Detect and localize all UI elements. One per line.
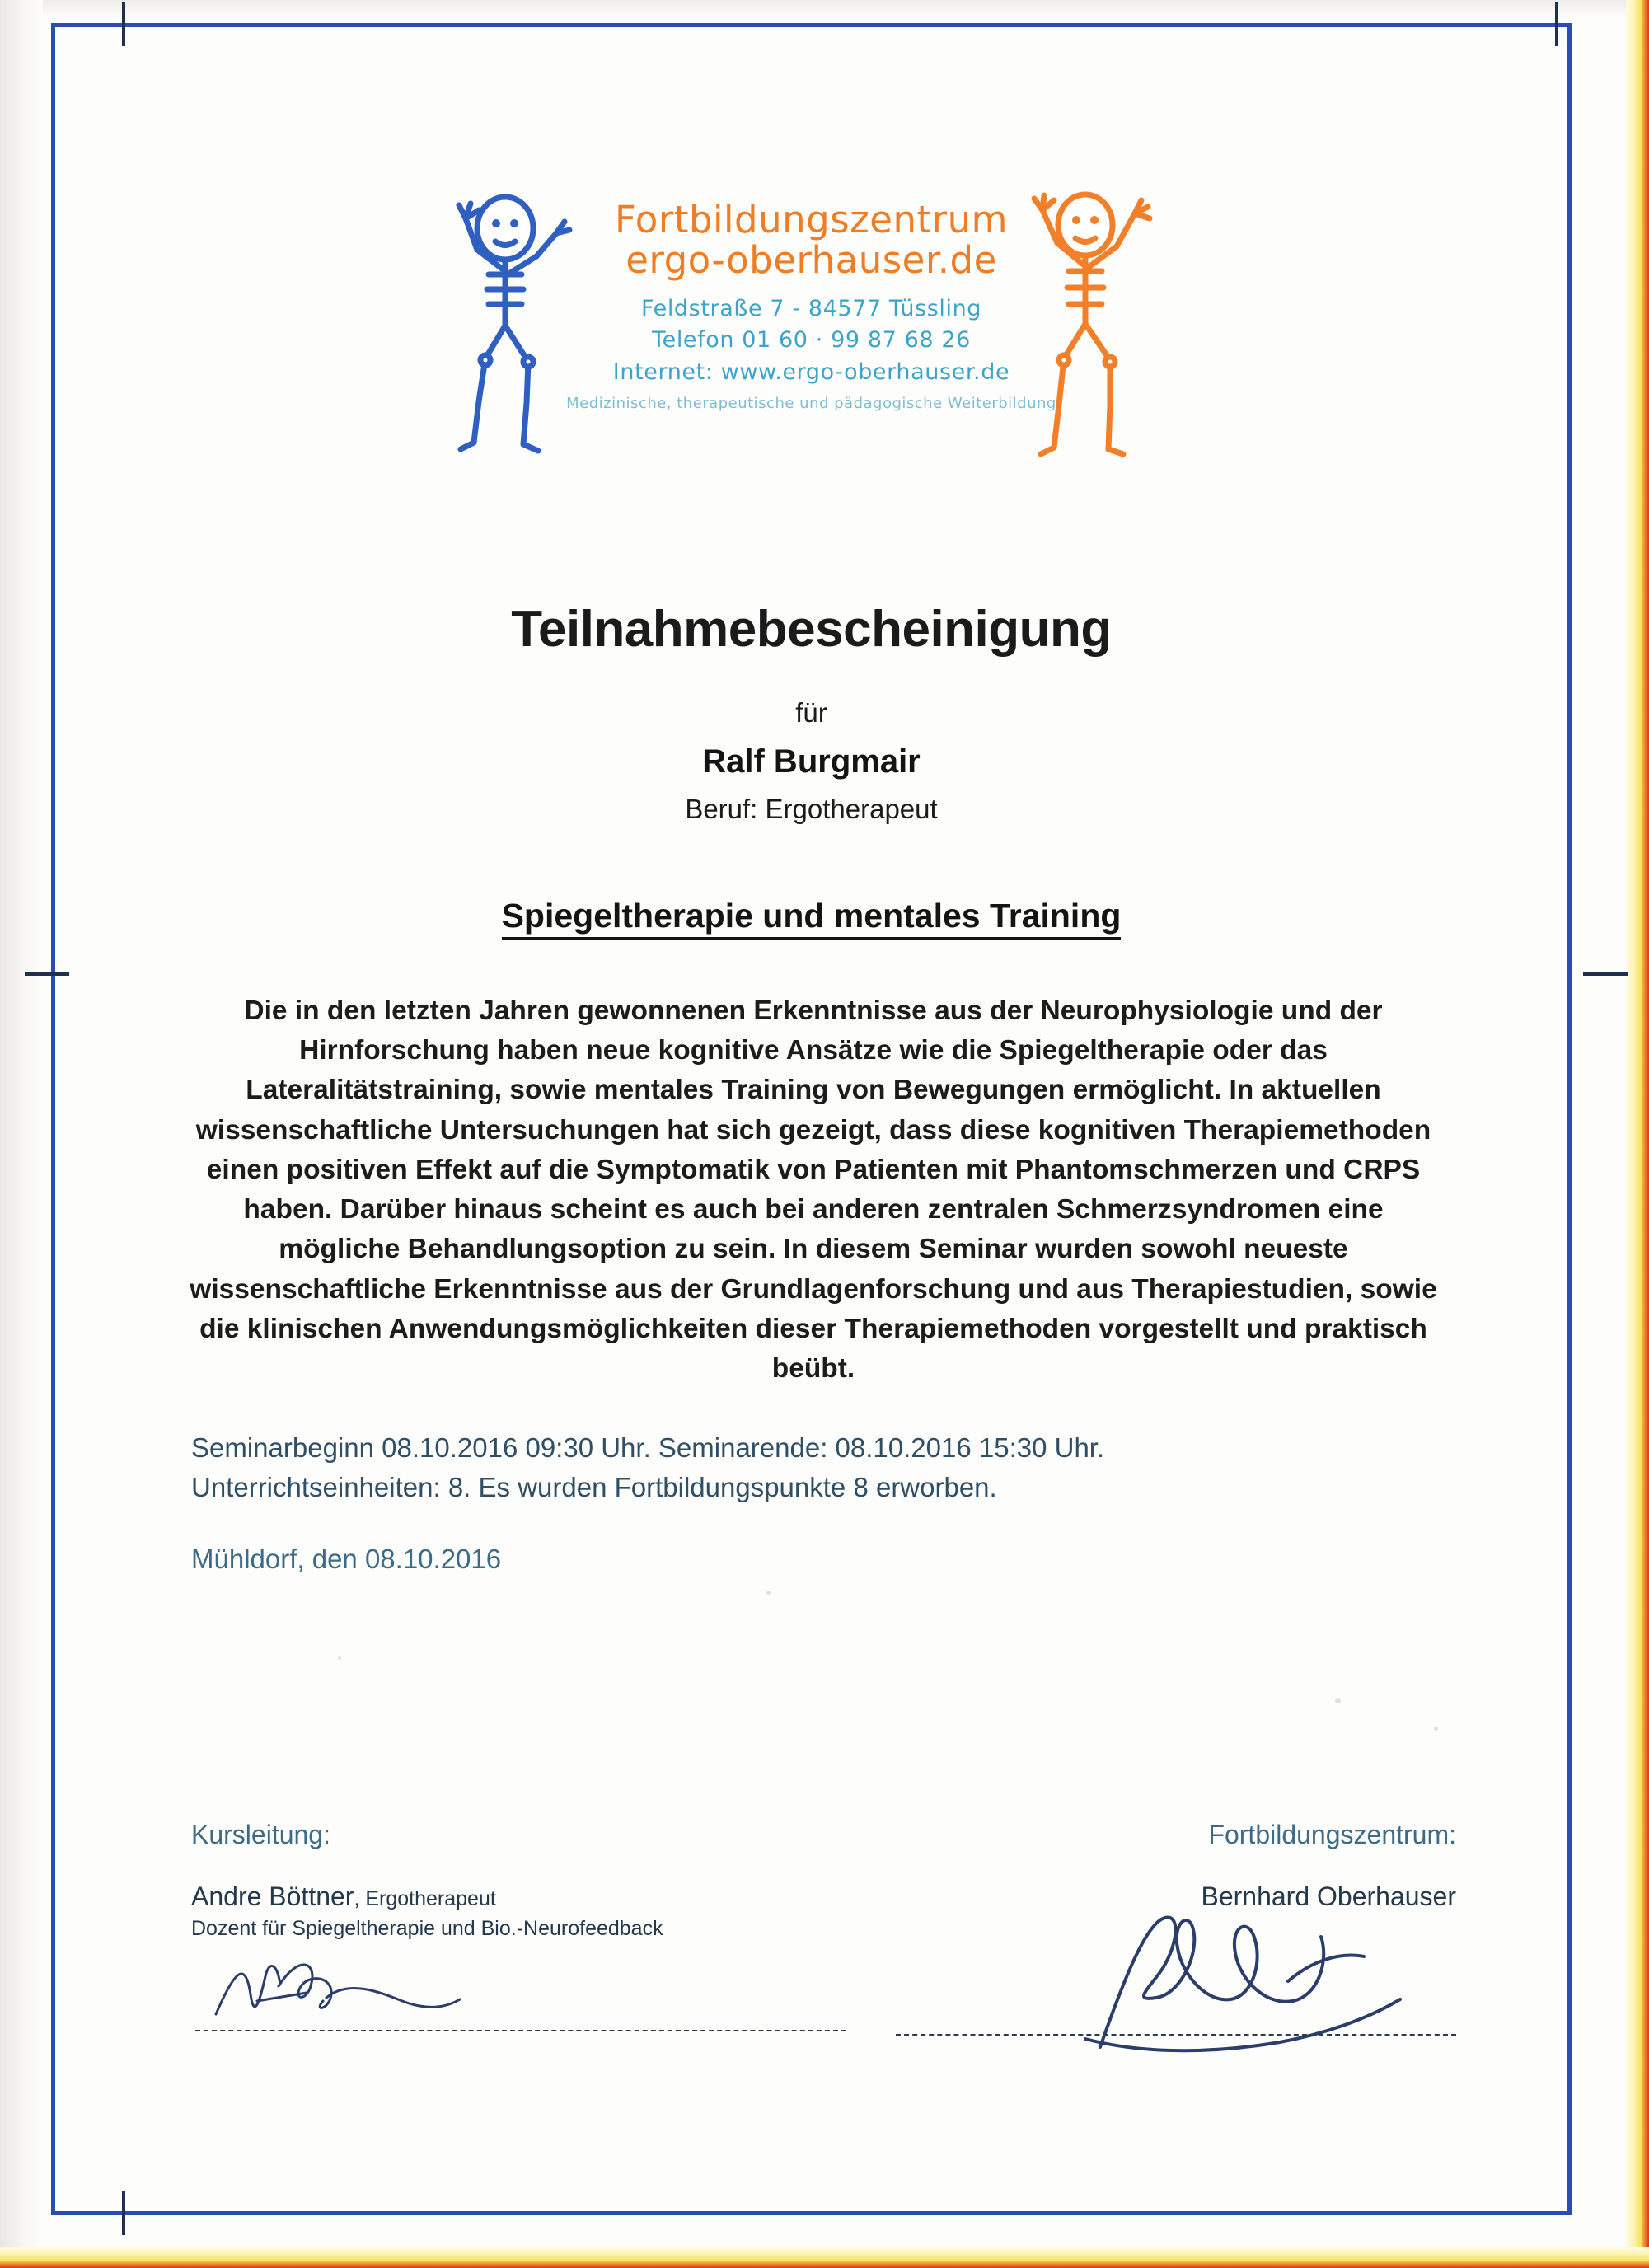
signature-left-name-row (191, 1881, 817, 1912)
page-title: Teilnahmebescheinigung (511, 601, 1112, 658)
scan-edge-left (0, 0, 43, 2268)
signature-right-name: Bernhard Oberhauser (1201, 1881, 1456, 1911)
logo-brand-line2: ergo-oberhauser.de (625, 238, 997, 283)
logo-brand-line1: Fortbildungszentrum (615, 198, 1008, 241)
handwritten-signature-left (208, 1943, 480, 2038)
certificate-content (51, 23, 1572, 2215)
signature-block-right (929, 1820, 1456, 1912)
signature-left-name: Andre Böttner (191, 1881, 354, 1911)
scan-edge-red-bottom (0, 2261, 1649, 2268)
signature-left-name-suffix: , Ergotherapeut (354, 1887, 496, 1910)
handwritten-signature-right (1077, 1902, 1423, 2071)
seminar-times (191, 1428, 1477, 1507)
seminar-times-line2: Unterrichtseinheiten: 8. Es wurden Fortbildungspunkte 8 erworben. (191, 1471, 997, 1502)
logo-tagline: Medizinische, therapeutische und pädagogische Weiterbildung (566, 394, 1056, 412)
place-and-date: Mühldorf, den 08.10.2016 (191, 1544, 502, 1574)
logo-address: Feldstraße 7 - 84577 Tüssling (640, 296, 982, 321)
signature-block-left (191, 1820, 817, 1941)
registration-tick-mid-right (1583, 972, 1628, 976)
signature-left-label: Kursleitung: (191, 1820, 330, 1849)
logo-internet: Internet: www.ergo-oberhauser.de (612, 358, 1010, 385)
logo-phone: Telefon 01 60 · 99 87 68 26 (652, 327, 971, 354)
for-label: für (795, 697, 827, 728)
participant-name: Ralf Burgmair (702, 743, 921, 780)
signature-line-left (195, 2030, 846, 2031)
seminar-times-line1: Seminarbeginn 08.10.2016 09:30 Uhr. Seminarende: 08.10.2016 15:30 Uhr. (191, 1432, 1105, 1463)
signature-left-role: Dozent für Spiegeltherapie und Bio.-Neurofeedback (191, 1917, 663, 1940)
body-paragraph: Die in den letzten Jahren gewonnenen Erkenntnisse aus der Neurophysiologie und der Hirnforschung haben neue kognitive Ansätze wie die Spiegeltherapie oder das Lateralitätstraining, sowie mentales Training von Bewegungen ermöglicht. In aktuellen wissenschaftliche Untersuchungen hat sich gezeigt, dass diese kognitiven Therapiemethoden einen positiven Effekt auf die Symptomatik von Patienten mit Phantomschmerzen und CRPS haben. Darüber hinaus scheint es auch bei anderen zentralen Schmerzsyndromen eine mögliche Behandlungsoption zu sein. In diesem Seminar wurden sowohl neueste wissenschaftliche Erkenntnisse aus der Grundlagenforschung und aus Therapiestudien, sowie die klinischen Anwendungsmöglichkeiten dieser Therapiemethoden vorgestellt und praktisch beübt. (190, 996, 1437, 1385)
letterhead-logo (51, 200, 1572, 546)
seminar-title-text: Spiegeltherapie und mentales Training (502, 897, 1122, 940)
signature-line-right (896, 2034, 1456, 2036)
scan-edge-top (0, 0, 1649, 18)
scan-edge-red-right (1642, 0, 1649, 2268)
signature-right-label: Fortbildungszentrum: (1208, 1820, 1456, 1849)
participant-profession: Beruf: Ergotherapeut (685, 794, 938, 824)
seminar-title (51, 897, 1572, 935)
